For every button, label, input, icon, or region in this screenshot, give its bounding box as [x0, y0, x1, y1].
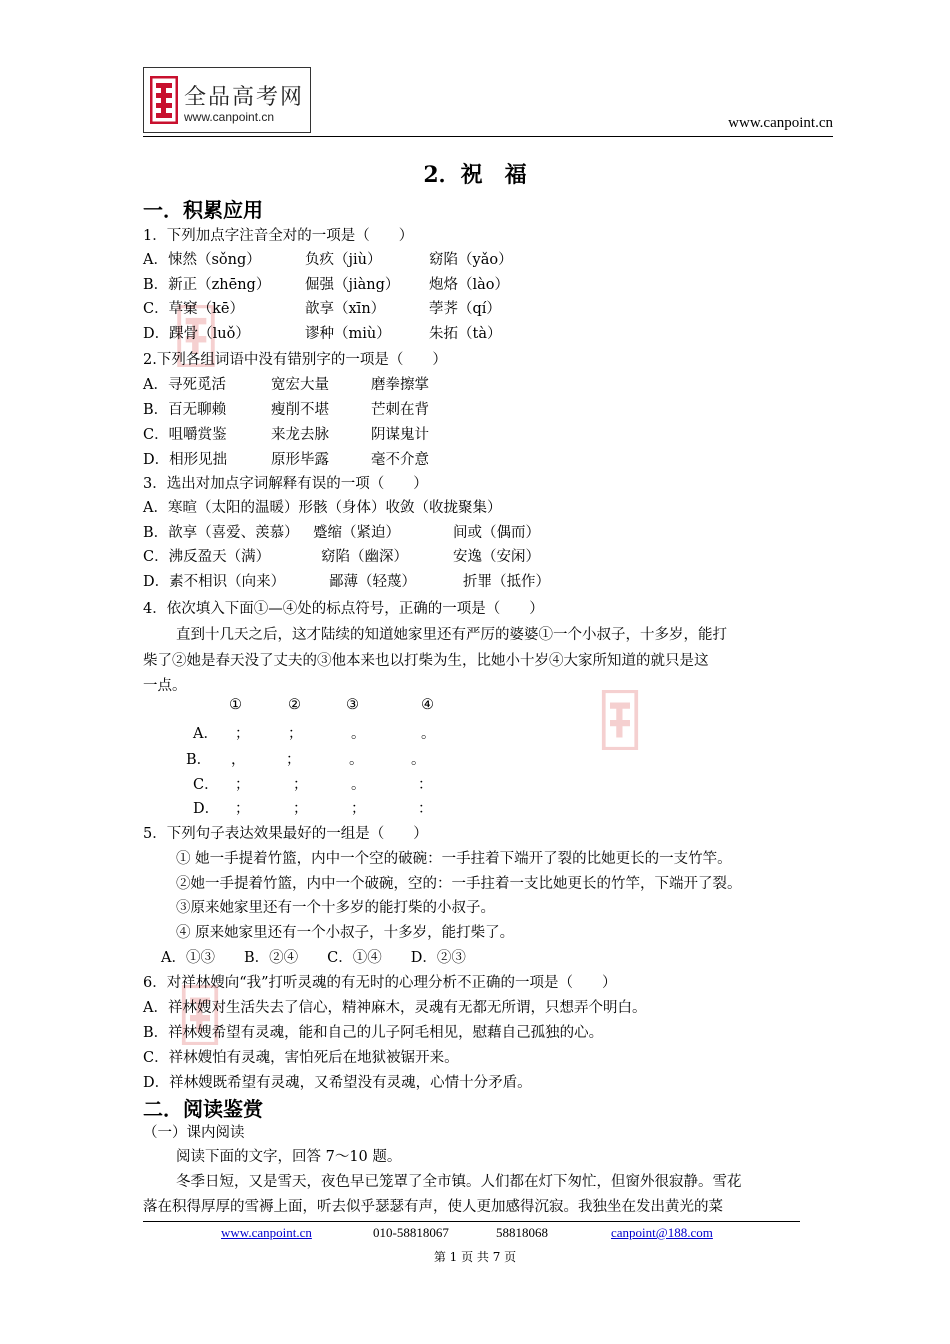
- section-heading-1: 一．积累应用: [143, 198, 263, 222]
- q4-c-1: ；: [235, 777, 250, 793]
- q3-a: A．寒暄（太阳的温暖）形骸（身体）收敛（收拢聚集）: [143, 500, 502, 516]
- logo-brand: 全品高考网: [184, 85, 305, 110]
- q2-b-2: 瘦削不堪: [271, 402, 329, 418]
- q2-a-2: 宽宏大量: [271, 377, 329, 393]
- q4-d-label: D．: [193, 801, 220, 817]
- q4-c-3: 。: [351, 777, 366, 793]
- q5-sentence-2: ②她一手提着竹篮，内中一个破碗，空的：一手拄着一支比她更长的竹竿，下端开了裂。: [176, 876, 742, 892]
- q6-d: D．祥林嫂既希望有灵魂，又希望没有灵魂，心情十分矛盾。: [143, 1075, 532, 1091]
- q4-a-3: 。: [351, 726, 366, 742]
- q4-passage-3: 一点。: [143, 678, 187, 694]
- q4-b-1: ，: [231, 752, 246, 768]
- reading-paragraph-line-1: 冬季日短，又是雪天，夜色早已笼罩了全市镇。人们都在灯下匆忙，但窗外很寂静。雪花: [176, 1174, 742, 1190]
- q4-header-3: ③: [346, 697, 359, 713]
- q1-d-3: 朱拓（tà）: [429, 326, 502, 342]
- q1-d-2: 谬种（miù）: [305, 326, 391, 342]
- q5-sentence-4: ④ 原来她家里还有一个小叔子，十多岁，能打柴了。: [176, 925, 515, 941]
- q4-d-3: ；: [351, 801, 366, 817]
- q4-d-2: ；: [293, 801, 308, 817]
- q2-a-1: A．寻死觅活: [143, 377, 226, 393]
- q1-c-2: 歆享（xīn）: [305, 301, 386, 317]
- q2-c-1: C．咀嚼赏鉴: [143, 427, 227, 443]
- q2-d-1: D．相形见拙: [143, 452, 228, 468]
- q1-d-1: D．踝骨（luǒ）: [143, 326, 250, 342]
- section-heading-2: 二．阅读鉴赏: [143, 1097, 263, 1121]
- q6-a: A．祥林嫂对生活失去了信心，精神麻木，灵魂有无都无所谓，只想弄个明白。: [143, 1000, 647, 1016]
- q4-c-2: ；: [293, 777, 308, 793]
- q1-a-1: A．悚然（sǒng）: [143, 252, 261, 268]
- q2-c-2: 来龙去脉: [271, 427, 329, 443]
- q1-b-1: B．新正（zhēng）: [143, 277, 271, 293]
- page-number: 第 1 页 共 7 页: [433, 1250, 517, 1264]
- q2-d-3: 毫不介意: [371, 452, 429, 468]
- canpoint-logo: [143, 67, 311, 133]
- footer-phone-1: 010-58818067: [373, 1225, 449, 1240]
- footer-url[interactable]: [221, 1225, 312, 1241]
- q3-d-3: 折罪（抵作）: [463, 574, 550, 590]
- logo-url: www.canpoint.cn: [184, 110, 275, 124]
- q1-c-1: C．草窠（kē）: [143, 301, 244, 317]
- header-rule: [143, 136, 833, 137]
- q4-stem: 4．依次填入下面①—④处的标点符号，正确的一项是（ ）: [143, 601, 544, 617]
- q3-d-2: 鄙薄（轻蔑）: [329, 574, 416, 590]
- q4-header-4: ④: [421, 697, 434, 713]
- footer-email-link[interactable]: canpoint@188.com: [611, 1225, 713, 1240]
- q3-b-1: B．歆享（喜爱、羡慕）: [143, 525, 299, 541]
- q1-b-3: 炮烙（lào）: [429, 277, 510, 293]
- q2-d-2: 原形毕露: [271, 452, 329, 468]
- q1-b-2: 倔强（jiàng）: [305, 277, 400, 293]
- q4-d-4: ：: [418, 801, 433, 817]
- q6-c: C．祥林嫂怕有灵魂，害怕死后在地狱被锯开来。: [143, 1050, 459, 1066]
- q6-stem: 6．对祥林嫂向“我”打听灵魂的有无时的心理分析不正确的一项是（ ）: [143, 975, 617, 991]
- q4-header-1: ①: [229, 697, 242, 713]
- q4-a-2: ；: [288, 726, 303, 742]
- q4-a-label: A．: [193, 726, 218, 742]
- page-title: 2．祝 福: [423, 162, 527, 188]
- q3-c-2: 窈陷（幽深）: [321, 549, 408, 565]
- footer-phone-2: 58818068: [496, 1225, 548, 1240]
- q2-b-1: B．百无聊赖: [143, 402, 227, 418]
- q3-c-1: C．沸反盈天（满）: [143, 549, 271, 565]
- q3-b-2: 蹙缩（紧迫）: [313, 525, 400, 541]
- reading-paragraph-line-2: 落在积得厚厚的雪褥上面，听去似乎瑟瑟有声，使人更加感得沉寂。我独坐在发出黄光的菜: [143, 1199, 723, 1215]
- q4-b-3: 。: [349, 752, 364, 768]
- q4-b-2: ；: [286, 752, 301, 768]
- seal-icon: [150, 76, 178, 124]
- q3-c-3: 安逸（安闲）: [453, 549, 540, 565]
- q3-stem: 3．选出对加点字词解释有误的一项（ ）: [143, 476, 428, 492]
- q4-passage-2: 柴了②她是春天没了丈夫的③他本来也以打柴为生，比她小十岁④大家所知道的就只是这: [143, 653, 709, 669]
- q1-a-3: 窈陷（yǎo）: [429, 252, 513, 268]
- reading-subheading: （一）课内阅读: [143, 1125, 245, 1141]
- q6-b: B．祥林嫂希望有灵魂，能和自己的儿子阿毛相见，慰藉自己孤独的心。: [143, 1025, 604, 1041]
- q4-header-2: ②: [288, 697, 301, 713]
- q3-d-1: D．素不相识（向来）: [143, 574, 286, 590]
- q1-stem: 1．下列加点字注音全对的一项是（ ）: [143, 228, 414, 244]
- q4-a-4: 。: [421, 726, 436, 742]
- q2-a-3: 磨拳擦掌: [371, 377, 429, 393]
- q4-d-1: ；: [235, 801, 250, 817]
- q4-c-4: ：: [418, 777, 433, 793]
- q2-c-3: 阴谋鬼计: [371, 427, 429, 443]
- q4-b-4: 。: [411, 752, 426, 768]
- q1-c-3: 荸荠（qí）: [429, 301, 501, 317]
- q2-b-3: 芒刺在背: [371, 402, 429, 418]
- footer-email[interactable]: [611, 1225, 713, 1241]
- header-site-url[interactable]: www.canpoint.cn: [728, 115, 833, 131]
- footer-url-link[interactable]: www.canpoint.cn: [221, 1225, 312, 1240]
- q2-stem: 2.下列各组词语中没有错别字的一项是（ ）: [143, 352, 447, 368]
- q1-a-2: 负疚（jiù）: [305, 252, 382, 268]
- q4-b-label: B．: [186, 752, 212, 768]
- footer-rule: [143, 1221, 800, 1222]
- q5-sentence-1: ① 她一手提着竹篮，内中一个空的破碗：一手拄着下端开了裂的比她更长的一支竹竿。: [176, 851, 732, 867]
- reading-instruction: 阅读下面的文字，回答 7～10 题。: [176, 1149, 402, 1165]
- q4-a-1: ；: [235, 726, 250, 742]
- q3-b-3: 间或（偶而）: [453, 525, 540, 541]
- q5-sentence-3: ③原来她家里还有一个十多岁的能打柴的小叔子。: [176, 900, 495, 916]
- watermark-seal-icon: [600, 690, 640, 750]
- q5-options: A．①③ B．②④ C．①④ D．②③: [161, 950, 466, 966]
- q5-stem: 5．下列句子表达效果最好的一组是（ ）: [143, 826, 428, 842]
- q4-c-label: C．: [193, 777, 219, 793]
- q4-passage-1: 直到十几天之后，这才陆续的知道她家里还有严厉的婆婆①一个小叔子，十多岁，能打: [176, 627, 727, 643]
